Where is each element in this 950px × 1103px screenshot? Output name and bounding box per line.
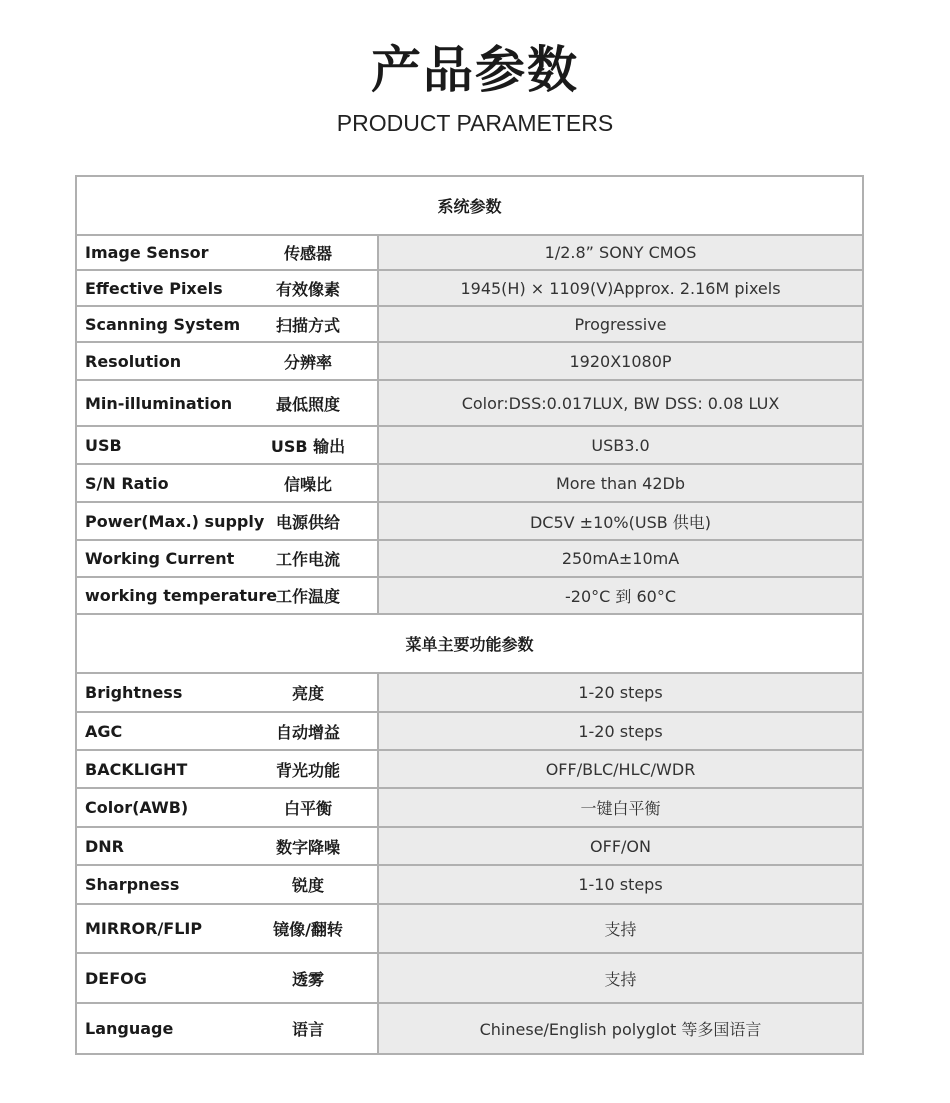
param-value: 1-10 steps [378,865,863,904]
param-name-en: Color(AWB) [85,798,189,817]
param-value: 一键白平衡 [378,788,863,827]
param-value: 1-20 steps [378,673,863,712]
table-row [76,750,863,788]
param-value: Progressive [378,306,863,342]
param-name-cn: 透雾 [291,969,324,989]
param-label-cell [76,270,378,306]
param-name-cn: 背光功能 [275,760,340,780]
param-name-en: Effective Pixels [85,278,223,298]
param-name-en: Min-illumination [85,393,233,413]
param-value: 支持 [378,953,863,1003]
table-row [76,827,863,865]
param-label-cell [76,342,378,380]
param-label-cell [76,502,378,540]
param-name-cn: 白平衡 [283,799,332,818]
param-name-cn: 有效像素 [275,279,340,299]
table-row [76,464,863,502]
param-value: Chinese/English polyglot 等多国语言 [378,1003,863,1054]
param-value: -20°C 到 60°C [378,577,863,614]
section-title: 菜单主要功能参数 [76,614,863,673]
param-label-cell [76,750,378,788]
param-label-cell [76,464,378,502]
param-name-cn: 传感器 [283,244,332,263]
parameters-table [75,175,864,1055]
table-row [76,380,863,426]
param-label-cell [76,306,378,342]
param-name-en: USB [85,435,122,455]
param-value: Color:DSS:0.017LUX, BW DSS: 0.08 LUX [378,380,863,426]
param-name-en: Resolution [85,351,182,371]
param-value: DC5V ±10%(USB 供电) [378,502,863,540]
param-label-cell [76,426,378,464]
param-name-cn: 镜像/翻转 [273,920,343,939]
param-name-cn: 最低照度 [275,394,340,414]
table-row [76,540,863,577]
table-row [76,235,863,270]
param-label-cell [76,953,378,1003]
table-row [76,342,863,380]
table-row [76,270,863,306]
table-row [76,865,863,904]
param-name-en: Sharpness [85,875,180,894]
table-row [76,577,863,614]
section-title: 系统参数 [76,176,863,235]
page-title: 产品参数 [371,41,579,99]
param-name-en: DEFOG [85,968,147,988]
table-row [76,904,863,953]
param-name-cn: 分辨率 [283,352,332,372]
param-name-cn: 亮度 [291,684,324,703]
page-subtitle: PRODUCT PARAMETERS [336,110,614,136]
param-label-cell [76,865,378,904]
table-row [76,788,863,827]
param-label-cell [76,712,378,750]
param-name-en: S/N Ratio [85,473,169,493]
param-value: 1-20 steps [378,712,863,750]
table-row [76,673,863,712]
param-name-cn: 扫描方式 [275,315,340,335]
param-value: More than 42Db [378,464,863,502]
param-name-cn: 工作温度 [275,587,340,606]
table-row [76,712,863,750]
param-label-cell [76,1003,378,1054]
param-label-cell [76,673,378,712]
param-name-en: Working Current [85,549,235,568]
param-name-en: DNR [85,836,124,856]
param-name-en: Power(Max.) supply [85,511,265,531]
table-row [76,953,863,1003]
param-name-en: BACKLIGHT [85,759,188,779]
param-name-en: working temperature [85,586,278,605]
param-label-cell [76,788,378,827]
param-name-en: Scanning System [85,314,241,334]
param-name-en: Image Sensor [85,243,209,262]
param-value: OFF/BLC/HLC/WDR [378,750,863,788]
param-name-en: Language [85,1019,174,1038]
param-name-cn: USB 输出 [270,436,346,456]
param-label-cell [76,540,378,577]
param-value: 1945(H) × 1109(V)Approx. 2.16M pixels [378,270,863,306]
param-name-cn: 信噪比 [283,474,332,494]
param-name-en: AGC [85,721,123,741]
param-value: USB3.0 [378,426,863,464]
param-name-en: MIRROR/FLIP [85,919,203,938]
param-value: 1920X1080P [378,342,863,380]
param-name-cn: 语言 [291,1020,324,1039]
param-name-cn: 电源供给 [275,512,340,532]
param-value: 1/2.8” SONY CMOS [378,235,863,270]
param-value: 250mA±10mA [378,540,863,577]
param-name-cn: 锐度 [291,876,324,895]
param-name-en: Brightness [85,683,183,702]
table-row [76,306,863,342]
param-value: OFF/ON [378,827,863,865]
param-name-cn: 工作电流 [275,550,340,569]
param-label-cell [76,904,378,953]
param-label-cell [76,380,378,426]
table-row [76,502,863,540]
param-name-cn: 自动增益 [275,722,340,742]
param-label-cell [76,235,378,270]
table-row [76,426,863,464]
param-label-cell [76,827,378,865]
param-name-cn: 数字降噪 [275,837,340,857]
param-label-cell [76,577,378,614]
table-row [76,1003,863,1054]
param-value: 支持 [378,904,863,953]
